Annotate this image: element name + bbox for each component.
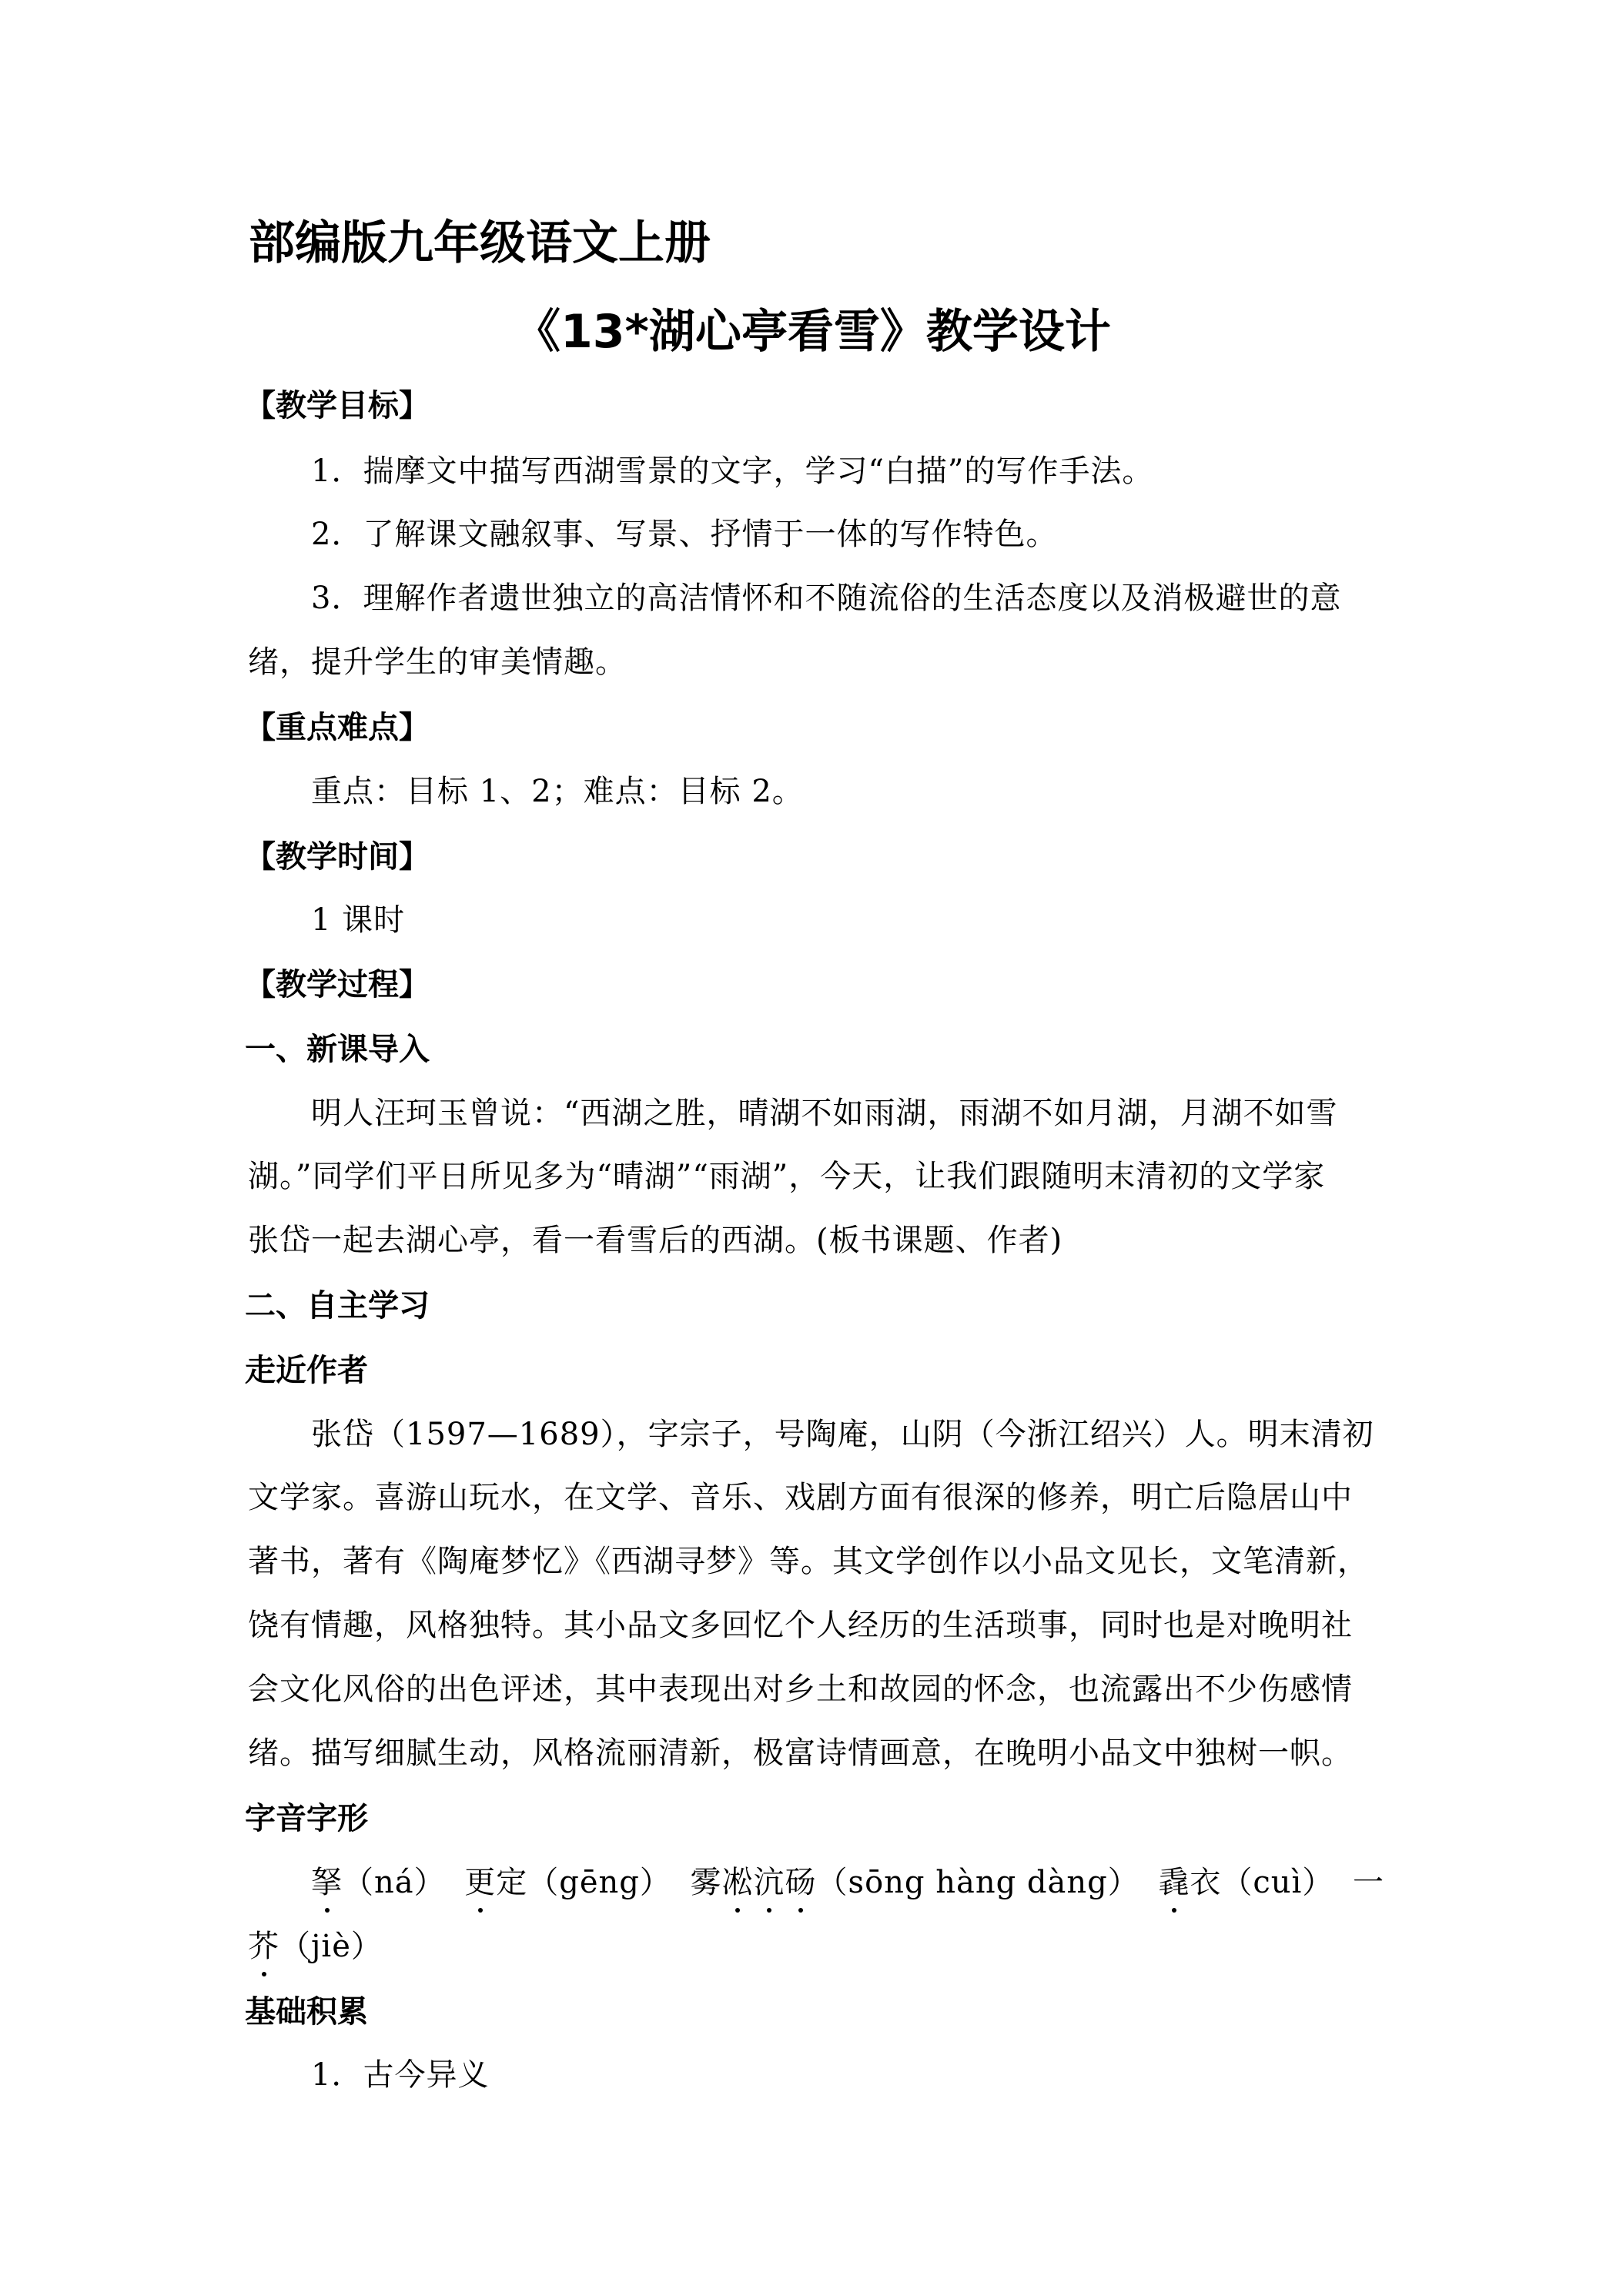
subheading-about-author: 走近作者 bbox=[245, 1353, 368, 1388]
goal-item-2: 2．了解课文融叙事、写景、抒情于一体的写作特色。 bbox=[311, 517, 1058, 552]
pron-item-geng: 更定（gēng） bbox=[464, 1858, 671, 1902]
key-points-text: 重点：目标 1、2；难点：目标 2。 bbox=[311, 774, 804, 809]
document-title-line2: 《13*湖心亭看雪》教学设计 bbox=[514, 305, 1111, 359]
heading-key-points: 【重点难点】 bbox=[245, 710, 430, 745]
pron-item-song-hang-dang: 雾凇沆砀（sōng hàng dàng） bbox=[691, 1858, 1139, 1902]
dotted-char: 砀 bbox=[785, 1858, 817, 1902]
goal-item-3: 3．理解作者遗世独立的高洁情怀和不随流俗的生活态度以及消极避世的意 bbox=[311, 581, 1342, 616]
author-line-1: 张岱（1597—1689），字宗子，号陶庵，山阴（今浙江绍兴）人。明末清初 bbox=[311, 1417, 1374, 1452]
author-line-4: 饶有情趣，风格独特。其小品文多回忆个人经历的生活琐事，同时也是对晚明社 bbox=[248, 1608, 1353, 1643]
heading-teaching-goals: 【教学目标】 bbox=[245, 388, 430, 423]
subheading-basic-accumulation: 基础积累 bbox=[245, 1994, 368, 2030]
dotted-char: 凇 bbox=[722, 1858, 754, 1902]
heading-teaching-process: 【教学过程】 bbox=[245, 967, 430, 1002]
author-line-6: 绪。描写细腻生动，风格流丽清新，极富诗情画意，在晚明小品文中独树一帜。 bbox=[248, 1735, 1353, 1771]
document-title-line1: 部编版九年级语文上册 bbox=[249, 216, 711, 270]
basic-item-1: 1．古今异义 bbox=[311, 2057, 490, 2093]
heading-teaching-time: 【教学时间】 bbox=[245, 839, 430, 875]
pron-item-na: 拏（ná） bbox=[311, 1858, 446, 1902]
intro-line-1: 明人汪珂玉曾说：“西湖之胜，晴湖不如雨湖，雨湖不如月湖，月湖不如雪 bbox=[311, 1096, 1338, 1131]
goal-item-3-continued: 绪，提升学生的审美情趣。 bbox=[248, 644, 627, 680]
heading-self-study: 二、自主学习 bbox=[245, 1288, 430, 1324]
heading-new-lesson-intro: 一、新课导入 bbox=[245, 1032, 430, 1067]
author-line-5: 会文化风俗的出色评述，其中表现出对乡土和故园的怀念，也流露出不少伤感情 bbox=[248, 1672, 1353, 1707]
author-line-2: 文学家。喜游山玩水，在文学、音乐、戏剧方面有很深的修养，明亡后隐居山中 bbox=[248, 1480, 1353, 1515]
dotted-char: 芥 bbox=[248, 1922, 279, 1966]
pronunciation-line-2: 芥（jiè） bbox=[248, 1922, 383, 1966]
pron-item-cui: 毳衣（cuì） bbox=[1158, 1858, 1334, 1902]
goal-item-1: 1．揣摩文中描写西湖雪景的文字，学习“白描”的写作手法。 bbox=[311, 454, 1154, 489]
teaching-time-text: 1 课时 bbox=[311, 902, 406, 938]
pronunciation-line bbox=[311, 1858, 1384, 1902]
dotted-char: 毳 bbox=[1158, 1858, 1190, 1902]
dotted-char: 更 bbox=[464, 1858, 496, 1902]
dotted-char: 拏 bbox=[311, 1858, 343, 1902]
dotted-char: 沆 bbox=[754, 1858, 785, 1902]
pron-item-yi: 一 bbox=[1353, 1865, 1384, 1900]
author-line-3: 著书，著有《陶庵梦忆》《西湖寻梦》等。其文学创作以小品文见长，文笔清新， bbox=[248, 1544, 1369, 1579]
intro-line-3: 张岱一起去湖心亭，看一看雪后的西湖。(板书课题、作者) bbox=[248, 1223, 1063, 1258]
intro-line-2: 湖。”同学们平日所见多为“晴湖”“雨湖”，今天，让我们跟随明末清初的文学家 bbox=[248, 1159, 1326, 1194]
subheading-pronunciation: 字音字形 bbox=[245, 1801, 368, 1836]
